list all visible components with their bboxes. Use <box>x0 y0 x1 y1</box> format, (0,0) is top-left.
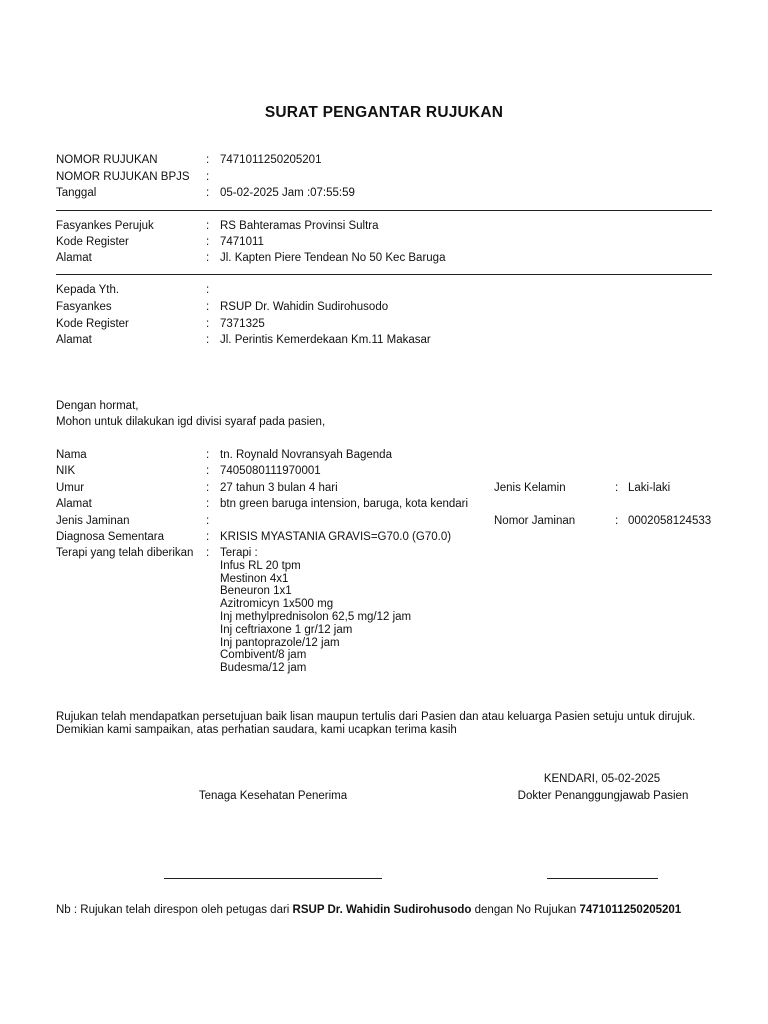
therapy-item: Azitromicyn 1x500 mg <box>220 598 334 611</box>
field-label: Tanggal <box>56 187 97 199</box>
colon: : <box>206 154 210 166</box>
signature-line-receiver <box>164 878 382 879</box>
field-label: NOMOR RUJUKAN BPJS <box>56 171 190 183</box>
consent-statement: Rujukan telah mendapatkan persetujuan baik lisan maupun tertulis dari Pasien dan atau keluarga Pasien setuju untuk dirujuk. <box>56 711 696 723</box>
field-value: RS Bahteramas Provinsi Sultra <box>220 220 379 232</box>
footnote-middle: dengan No Rujukan <box>471 904 580 916</box>
field-value: tn. Roynald Novransyah Bagenda <box>220 449 392 461</box>
field-value: KRISIS MYASTANIA GRAVIS=G70.0 (G70.0) <box>220 531 452 543</box>
field-label: Nama <box>56 449 87 461</box>
therapy-item: Mestinon 4x1 <box>220 572 289 585</box>
field-label: Alamat <box>56 498 92 510</box>
field-label: Kode Register <box>56 318 129 330</box>
therapy-item: Inj ceftriaxone 1 gr/12 jam <box>220 623 353 636</box>
field-value: RSUP Dr. Wahidin Sudirohusodo <box>220 301 389 313</box>
field-value: 7471011 <box>220 236 264 248</box>
therapy-item: Combivent/8 jam <box>220 649 307 662</box>
field-value: Jl. Kapten Piere Tendean No 50 Kec Baruga <box>220 252 446 264</box>
place-date: KENDARI, 05-02-2025 <box>543 773 661 785</box>
field-label: Nomor Jaminan <box>494 515 576 527</box>
field-label: NOMOR RUJUKAN <box>56 154 158 166</box>
colon: : <box>615 515 619 527</box>
colon: : <box>206 284 210 296</box>
colon: : <box>206 171 210 183</box>
divider <box>56 274 712 275</box>
field-value: 05-02-2025 Jam :07:55:59 <box>220 187 355 199</box>
colon: : <box>206 482 210 494</box>
therapy-list <box>220 547 411 675</box>
footnote-hospital: RSUP Dr. Wahidin Sudirohusodo <box>292 904 472 916</box>
colon: : <box>206 498 210 510</box>
colon: : <box>206 318 210 330</box>
colon: : <box>206 252 210 264</box>
field-label: Umur <box>56 482 85 494</box>
colon: : <box>206 515 210 527</box>
colon: : <box>206 187 210 199</box>
footnote-referral-number: 7471011250205201 <box>579 904 682 916</box>
field-value: 0002058124533 <box>628 515 712 527</box>
umur-row <box>56 481 716 496</box>
therapy-item: Inj pantoprazole/12 jam <box>220 636 340 649</box>
colon: : <box>206 220 210 232</box>
field-label: Fasyankes Perujuk <box>56 220 154 232</box>
field-value: Laki-laki <box>628 482 671 494</box>
colon: : <box>206 449 210 461</box>
footnote <box>56 904 681 916</box>
field-label: Fasyankes <box>56 301 112 313</box>
colon: : <box>206 236 210 248</box>
field-label: Jenis Kelamin <box>494 482 566 494</box>
field-value: 7471011250205201 <box>220 154 322 166</box>
jaminan-row <box>56 514 716 529</box>
therapy-item: Terapi : <box>220 547 258 559</box>
footnote-prefix: Nb : Rujukan telah direspon oleh petugas dari <box>56 904 293 916</box>
signature-line-doctor <box>547 878 658 879</box>
field-value: btn green baruga intension, baruga, kota kendari <box>220 498 469 510</box>
field-label: Terapi yang telah diberikan <box>56 547 194 559</box>
therapy-item: Inj methylprednisolon 62,5 mg/12 jam <box>220 610 412 623</box>
therapy-item: Beneuron 1x1 <box>220 585 292 598</box>
field-value: 27 tahun 3 bulan 4 hari <box>220 482 338 494</box>
signature-label-receiver: Tenaga Kesehatan Penerima <box>198 790 348 802</box>
signature-label-doctor: Dokter Penanggungjawab Pasien <box>517 790 689 802</box>
field-label: Alamat <box>56 334 92 346</box>
colon: : <box>615 482 619 494</box>
therapy-item: Infus RL 20 tpm <box>220 559 301 572</box>
colon: : <box>206 531 210 543</box>
colon: : <box>206 334 210 346</box>
colon: : <box>206 547 210 559</box>
colon: : <box>206 301 210 313</box>
divider <box>56 210 712 211</box>
field-label: Jenis Jaminan <box>56 515 130 527</box>
field-value: 7405080111970001 <box>220 465 321 477</box>
field-label: Kode Register <box>56 236 129 248</box>
field-label: Alamat <box>56 252 92 264</box>
field-value: Jl. Perintis Kemerdekaan Km.11 Makasar <box>220 334 431 346</box>
document-title: SURAT PENGANTAR RUJUKAN <box>264 104 504 121</box>
greeting: Dengan hormat, <box>56 400 139 412</box>
field-label: NIK <box>56 465 76 477</box>
therapy-item: Budesma/12 jam <box>220 662 307 675</box>
field-label: Kepada Yth. <box>56 284 120 296</box>
field-value: 7371325 <box>220 318 265 330</box>
colon: : <box>206 465 210 477</box>
field-label: Diagnosa Sementara <box>56 531 165 543</box>
closing-statement: Demikian kami sampaikan, atas perhatian saudara, kami ucapkan terima kasih <box>56 724 457 736</box>
opening-sentence: Mohon untuk dilakukan igd divisi syaraf pada pasien, <box>56 416 326 428</box>
